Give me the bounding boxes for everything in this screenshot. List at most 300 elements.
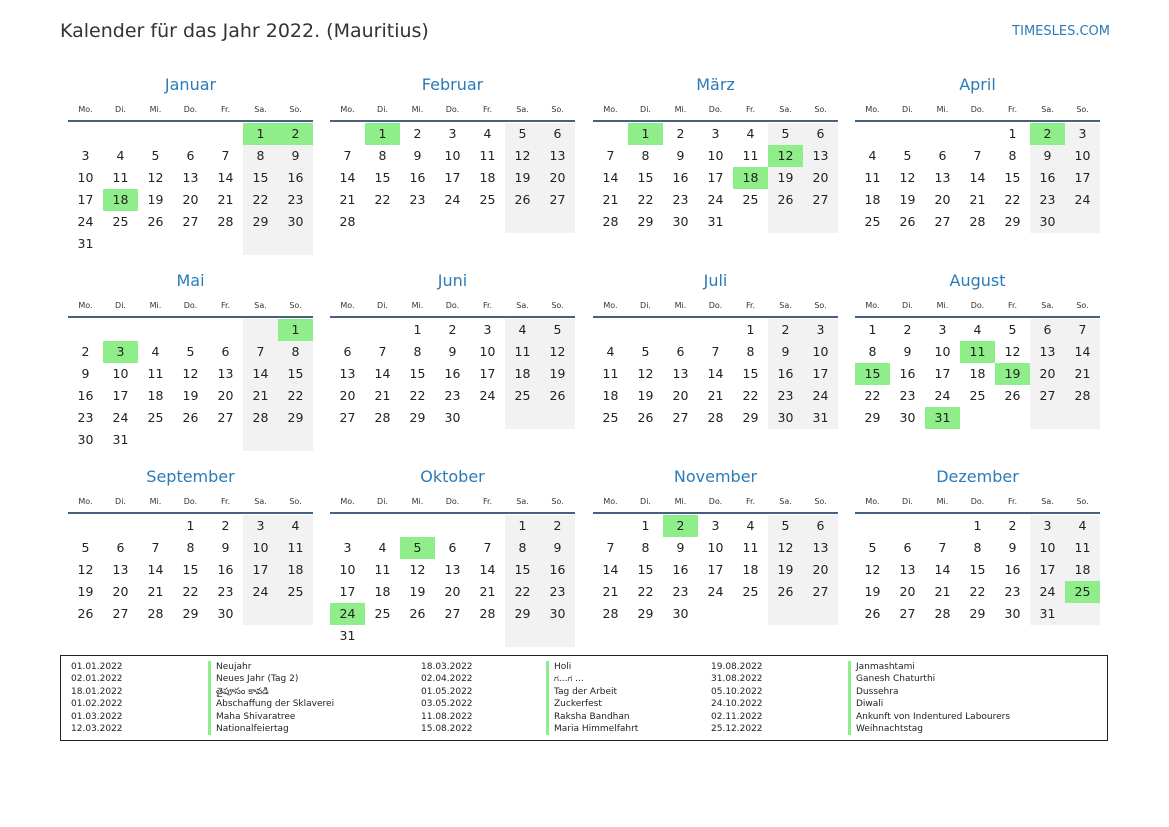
empty-day-cell [628, 319, 663, 341]
day-cell: 3 [1065, 123, 1100, 145]
day-cell: 4 [278, 515, 313, 537]
weekday-label: So. [1076, 497, 1089, 506]
day-cell: 27 [899, 606, 916, 621]
day-cell: 30 [899, 410, 916, 425]
day-cell: 15 [637, 170, 654, 185]
weekday-header [68, 495, 313, 509]
day-cell: 20 [182, 192, 199, 207]
day-cell: 9 [540, 537, 575, 559]
site-link[interactable]: TIMESLES.COM [1012, 24, 1110, 39]
day-cell: 7 [378, 344, 387, 359]
weekday-label: Do. [445, 105, 460, 114]
weekday-label: Mi. [936, 301, 949, 310]
day-cell: 25 [112, 214, 129, 229]
day-cell: 6 [221, 344, 230, 359]
empty-day-cell [208, 319, 243, 341]
holiday-name: Janmashtami [848, 661, 1010, 673]
day-cell: 22 [182, 584, 199, 599]
holiday-day-cell: 2 [663, 515, 698, 537]
day-cell: 2 [768, 319, 803, 341]
weekday-label: Fr. [745, 497, 756, 506]
day-cell: 8 [278, 341, 313, 363]
day-cell: 5 [868, 540, 877, 555]
weekday-header [855, 299, 1100, 313]
holiday-dates-column [421, 661, 473, 735]
day-cell: 3 [483, 322, 492, 337]
header-rule [855, 512, 1100, 514]
weekday-label: Mi. [411, 301, 424, 310]
day-cell: 5 [81, 540, 90, 555]
day-cell: 13 [803, 537, 838, 559]
day-cell: 22 [409, 388, 426, 403]
holiday-date: 01.05.2022 [421, 686, 473, 697]
day-cell: 16 [672, 170, 689, 185]
day-cell: 29 [505, 603, 540, 625]
day-cell: 24 [444, 192, 461, 207]
day-cell: 22 [1004, 192, 1021, 207]
day-grid [330, 319, 575, 429]
holiday-day-cell: 1 [243, 123, 278, 145]
weekday-label: Do. [970, 301, 985, 310]
day-cell: 14 [243, 363, 278, 385]
day-cell: 16 [278, 167, 313, 189]
day-grid [68, 515, 313, 625]
day-cell: 6 [903, 540, 912, 555]
day-cell: 15 [409, 366, 426, 381]
day-cell: 22 [742, 388, 759, 403]
day-cell: 25 [479, 192, 496, 207]
month-5 [68, 269, 313, 451]
holiday-day-cell: 3 [103, 341, 138, 363]
holiday-date: 24.10.2022 [711, 699, 763, 710]
day-cell: 5 [768, 123, 803, 145]
weekday-label: Mi. [411, 105, 424, 114]
holiday-names-column [208, 661, 334, 735]
day-cell: 23 [444, 388, 461, 403]
day-cell: 25 [278, 581, 313, 603]
holiday-day-cell: 18 [103, 189, 138, 211]
holiday-date: 19.08.2022 [711, 662, 763, 672]
holiday-day-cell: 2 [1030, 123, 1065, 145]
day-cell: 28 [339, 214, 356, 229]
day-cell: 4 [505, 319, 540, 341]
day-cell: 27 [112, 606, 129, 621]
month-11 [593, 465, 838, 625]
day-cell: 22 [637, 584, 654, 599]
weekday-label: So. [289, 497, 302, 506]
empty-day-cell [470, 625, 505, 647]
day-cell: 8 [505, 537, 540, 559]
day-cell: 22 [374, 192, 391, 207]
weekday-label: Do. [970, 497, 985, 506]
weekday-label: Mo. [865, 497, 880, 506]
empty-day-cell [208, 429, 243, 451]
weekday-label: Di. [377, 301, 388, 310]
holiday-date: 18.03.2022 [421, 662, 473, 672]
holiday-day-cell: 1 [628, 123, 663, 145]
day-cell: 26 [768, 581, 803, 603]
day-cell: 6 [448, 540, 457, 555]
day-grid [330, 123, 575, 233]
day-cell: 7 [221, 148, 230, 163]
empty-day-cell [103, 515, 138, 537]
weekday-header [68, 299, 313, 313]
day-cell: 1 [413, 322, 422, 337]
header-rule [330, 316, 575, 318]
day-cell: 19 [147, 192, 164, 207]
day-cell: 6 [803, 123, 838, 145]
day-cell: 24 [707, 192, 724, 207]
day-cell: 28 [243, 407, 278, 429]
empty-day-cell [103, 123, 138, 145]
day-cell: 24 [1065, 189, 1100, 211]
holiday-name: Maha Shivaratree [208, 711, 334, 723]
day-cell: 17 [707, 170, 724, 185]
holiday-date: 02.01.2022 [71, 674, 123, 685]
empty-day-cell [365, 625, 400, 647]
empty-day-cell [243, 429, 278, 451]
day-cell: 8 [868, 344, 877, 359]
day-cell: 21 [1065, 363, 1100, 385]
empty-day-cell [540, 625, 575, 647]
empty-day-cell [1065, 407, 1100, 429]
day-cell: 31 [707, 214, 724, 229]
day-cell: 31 [339, 628, 356, 643]
empty-day-cell [925, 123, 960, 145]
day-cell: 10 [934, 344, 951, 359]
day-cell: 31 [77, 236, 94, 251]
day-cell: 14 [602, 170, 619, 185]
day-cell: 27 [540, 189, 575, 211]
day-cell: 1 [973, 518, 982, 533]
day-cell: 11 [479, 148, 496, 163]
weekday-label: Do. [708, 301, 723, 310]
day-cell: 3 [711, 518, 720, 533]
day-cell: 15 [742, 366, 759, 381]
day-cell: 6 [676, 344, 685, 359]
weekday-label: So. [551, 301, 564, 310]
day-cell: 4 [116, 148, 125, 163]
day-cell: 23 [1004, 584, 1021, 599]
day-cell: 13 [672, 366, 689, 381]
day-cell: 6 [938, 148, 947, 163]
day-cell: 24 [934, 388, 951, 403]
weekday-label: Fr. [220, 497, 231, 506]
empty-day-cell [330, 515, 365, 537]
empty-day-cell [138, 319, 173, 341]
day-cell: 18 [864, 192, 881, 207]
month-9 [68, 465, 313, 625]
day-cell: 4 [868, 148, 877, 163]
empty-day-cell [698, 603, 733, 625]
empty-day-cell [505, 625, 540, 647]
day-grid [68, 123, 313, 255]
day-cell: 23 [409, 192, 426, 207]
day-cell: 10 [1030, 537, 1065, 559]
day-cell: 19 [505, 167, 540, 189]
empty-day-cell [103, 233, 138, 255]
weekday-label: Di. [902, 497, 913, 506]
day-cell: 9 [413, 148, 422, 163]
day-cell: 23 [1030, 189, 1065, 211]
day-cell: 20 [934, 192, 951, 207]
day-cell: 9 [81, 366, 90, 381]
day-cell: 17 [1065, 167, 1100, 189]
day-cell: 12 [77, 562, 94, 577]
day-cell: 7 [151, 540, 160, 555]
day-cell: 28 [147, 606, 164, 621]
weekday-label: Sa. [254, 301, 267, 310]
day-cell: 18 [479, 170, 496, 185]
weekday-label: Di. [640, 105, 651, 114]
day-cell: 10 [707, 540, 724, 555]
day-cell: 17 [479, 366, 496, 381]
holiday-dates-column [711, 661, 763, 735]
day-cell: 8 [1008, 148, 1017, 163]
month-1 [68, 73, 313, 255]
weekday-header [330, 299, 575, 313]
weekday-label: So. [289, 301, 302, 310]
month-3 [593, 73, 838, 233]
holiday-name: Raksha Bandhan [546, 711, 638, 723]
day-cell: 23 [77, 410, 94, 425]
empty-day-cell [400, 625, 435, 647]
weekday-label: Do. [445, 497, 460, 506]
holiday-day-cell: 15 [855, 363, 890, 385]
day-cell: 26 [505, 189, 540, 211]
holiday-date: 01.02.2022 [71, 699, 123, 710]
day-cell: 8 [746, 344, 755, 359]
day-cell: 4 [746, 518, 755, 533]
header-rule [68, 316, 313, 318]
day-cell: 18 [278, 559, 313, 581]
day-cell: 19 [768, 559, 803, 581]
day-cell: 14 [602, 562, 619, 577]
empty-day-cell [540, 407, 575, 429]
weekday-label: Sa. [779, 497, 792, 506]
day-cell: 11 [374, 562, 391, 577]
day-cell: 25 [374, 606, 391, 621]
day-cell: 22 [864, 388, 881, 403]
holiday-day-cell: 12 [768, 145, 803, 167]
month-name: November [673, 467, 758, 486]
day-cell: 23 [278, 189, 313, 211]
day-cell: 12 [1004, 344, 1021, 359]
day-cell: 9 [278, 145, 313, 167]
day-cell: 12 [864, 562, 881, 577]
weekday-label: Do. [708, 105, 723, 114]
empty-day-cell [330, 319, 365, 341]
day-cell: 14 [1065, 341, 1100, 363]
day-cell: 5 [540, 319, 575, 341]
day-cell: 4 [151, 344, 160, 359]
day-cell: 19 [864, 584, 881, 599]
day-cell: 12 [505, 145, 540, 167]
month-name: Juli [703, 271, 728, 290]
holiday-name: Weihnachtstag [848, 723, 1010, 735]
day-cell: 15 [969, 562, 986, 577]
day-cell: 9 [768, 341, 803, 363]
empty-day-cell [960, 407, 995, 429]
empty-day-cell [960, 123, 995, 145]
day-cell: 2 [221, 518, 230, 533]
empty-day-cell [173, 123, 208, 145]
empty-day-cell [733, 603, 768, 625]
holiday-date: 02.04.2022 [421, 674, 473, 685]
weekday-label: Mo. [340, 301, 355, 310]
empty-day-cell [103, 319, 138, 341]
empty-day-cell [173, 429, 208, 451]
day-cell: 30 [278, 211, 313, 233]
month-7 [593, 269, 838, 429]
day-cell: 14 [339, 170, 356, 185]
empty-day-cell [208, 123, 243, 145]
weekday-label: Fr. [220, 105, 231, 114]
day-cell: 7 [711, 344, 720, 359]
day-cell: 20 [112, 584, 129, 599]
day-grid [855, 123, 1100, 233]
day-cell: 8 [378, 148, 387, 163]
weekday-label: Do. [183, 497, 198, 506]
day-cell: 21 [934, 584, 951, 599]
day-cell: 18 [1065, 559, 1100, 581]
day-cell: 28 [707, 410, 724, 425]
day-cell: 18 [505, 363, 540, 385]
empty-day-cell [593, 319, 628, 341]
month-10 [330, 465, 575, 647]
empty-day-cell [400, 515, 435, 537]
day-cell: 19 [768, 167, 803, 189]
day-cell: 11 [742, 148, 759, 163]
holiday-date: 31.08.2022 [711, 674, 763, 685]
header-rule [330, 512, 575, 514]
day-cell: 11 [147, 366, 164, 381]
day-cell: 23 [672, 584, 689, 599]
day-cell: 13 [339, 366, 356, 381]
day-cell: 25 [147, 410, 164, 425]
day-cell: 10 [1065, 145, 1100, 167]
day-grid [855, 515, 1100, 625]
weekday-label: So. [551, 497, 564, 506]
empty-day-cell [995, 407, 1030, 429]
day-cell: 10 [243, 537, 278, 559]
day-cell: 16 [77, 388, 94, 403]
day-cell: 30 [1004, 606, 1021, 621]
weekday-label: Fr. [482, 301, 493, 310]
day-cell: 14 [479, 562, 496, 577]
empty-day-cell [365, 515, 400, 537]
day-cell: 3 [1030, 515, 1065, 537]
day-cell: 29 [182, 606, 199, 621]
empty-day-cell [173, 319, 208, 341]
weekday-label: Sa. [779, 105, 792, 114]
day-cell: 23 [768, 385, 803, 407]
day-cell: 15 [374, 170, 391, 185]
weekday-header [593, 103, 838, 117]
day-cell: 19 [77, 584, 94, 599]
empty-day-cell [243, 233, 278, 255]
day-cell: 27 [803, 189, 838, 211]
empty-day-cell [138, 515, 173, 537]
day-grid [330, 515, 575, 647]
empty-day-cell [768, 211, 803, 233]
empty-day-cell [68, 123, 103, 145]
day-cell: 6 [116, 540, 125, 555]
day-cell: 26 [182, 410, 199, 425]
day-cell: 14 [374, 366, 391, 381]
day-cell: 30 [672, 606, 689, 621]
holiday-name: Ganesh Chaturthi [848, 673, 1010, 685]
empty-day-cell [208, 233, 243, 255]
weekday-label: Fr. [1007, 301, 1018, 310]
day-cell: 28 [479, 606, 496, 621]
empty-day-cell [138, 429, 173, 451]
day-cell: 12 [899, 170, 916, 185]
day-cell: 1 [1008, 126, 1017, 141]
weekday-label: So. [1076, 301, 1089, 310]
day-cell: 29 [637, 606, 654, 621]
month-name: Mai [176, 271, 205, 290]
day-cell: 20 [540, 167, 575, 189]
holiday-date: 25.12.2022 [711, 723, 763, 734]
empty-day-cell [435, 625, 470, 647]
day-cell: 4 [378, 540, 387, 555]
holiday-day-cell: 1 [278, 319, 313, 341]
day-cell: 16 [409, 170, 426, 185]
weekday-label: Fr. [745, 105, 756, 114]
holiday-name: తైపూసం కావడి [208, 686, 334, 698]
day-cell: 13 [540, 145, 575, 167]
day-cell: 1 [868, 322, 877, 337]
day-cell: 19 [899, 192, 916, 207]
empty-day-cell [68, 319, 103, 341]
day-cell: 16 [540, 559, 575, 581]
day-cell: 26 [637, 410, 654, 425]
day-cell: 27 [182, 214, 199, 229]
day-cell: 17 [934, 366, 951, 381]
day-cell: 22 [243, 189, 278, 211]
empty-day-cell [890, 515, 925, 537]
holiday-day-cell: 1 [365, 123, 400, 145]
day-cell: 17 [112, 388, 129, 403]
holiday-name: Diwali [848, 698, 1010, 710]
holiday-list [60, 655, 1108, 741]
day-cell: 13 [182, 170, 199, 185]
day-cell: 10 [112, 366, 129, 381]
empty-day-cell [925, 515, 960, 537]
empty-day-cell [1065, 211, 1100, 233]
weekday-label: Fr. [482, 105, 493, 114]
day-cell: 18 [969, 366, 986, 381]
holiday-name: ಗ...ಗ ... [546, 673, 638, 685]
empty-day-cell [733, 211, 768, 233]
day-cell: 6 [803, 515, 838, 537]
day-cell: 27 [803, 581, 838, 603]
day-cell: 11 [742, 540, 759, 555]
empty-day-cell [593, 123, 628, 145]
day-cell: 25 [742, 584, 759, 599]
holiday-date: 18.01.2022 [71, 686, 123, 697]
weekday-label: Mo. [603, 497, 618, 506]
day-cell: 31 [112, 432, 129, 447]
day-cell: 24 [479, 388, 496, 403]
day-cell: 16 [217, 562, 234, 577]
empty-day-cell [1030, 407, 1065, 429]
day-cell: 21 [339, 192, 356, 207]
day-cell: 4 [973, 322, 982, 337]
day-cell: 29 [278, 407, 313, 429]
weekday-label: Sa. [1041, 105, 1054, 114]
